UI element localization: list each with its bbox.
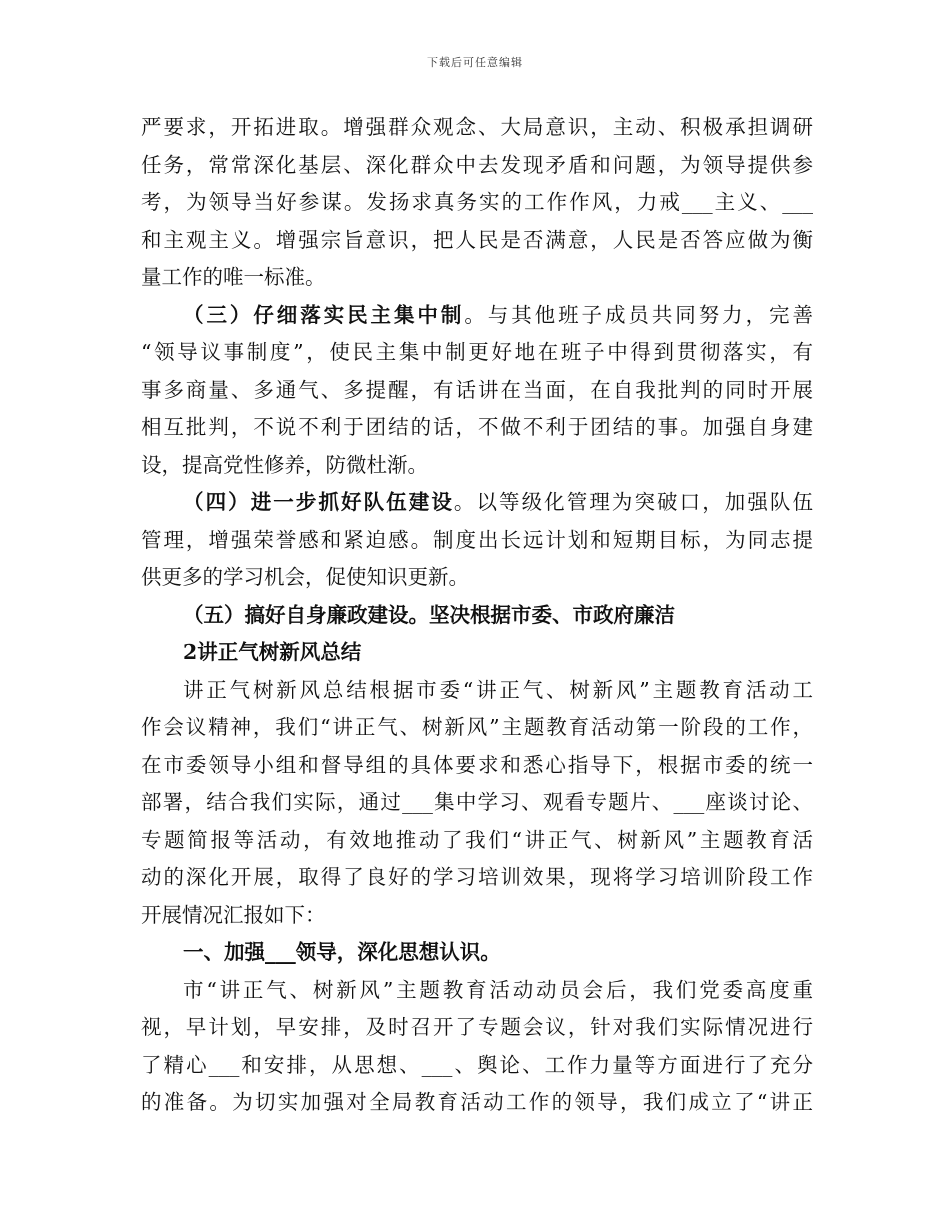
section-heading: （五）搞好自身廉政建设。坚决根据市委、市政府廉洁	[183, 602, 675, 627]
paragraph-line: 了精心___和安排，从思想、___、舆论、工作力量等方面进行了充分	[141, 1052, 813, 1077]
paragraph-line: 量工作的唯一标准。	[141, 265, 326, 289]
paragraph-line: 部署，结合我们实际，通过___集中学习、观看专题片、___座谈讨论、	[141, 790, 813, 814]
paragraph-line: 的准备。为切实加强对全局教育活动工作的领导，我们成立了“讲正	[141, 1090, 813, 1114]
paragraph-line: 在市委领导小组和督导组的具体要求和悉心指导下，根据市委的统一	[141, 752, 813, 777]
section-heading: （三）仔细落实民主集中制	[183, 302, 465, 327]
paragraph-line: 市“讲正气、树新风”主题教育活动动员会后，我们党委高度重	[183, 977, 813, 1002]
paragraph-line: 相互批判，不说不利于团结的话，不做不利于团结的事。加强自身建	[141, 415, 813, 439]
paragraph-line: 设，提高党性修养，防微杜渐。	[141, 452, 428, 477]
paragraph-line: 供更多的学习机会，促使知识更新。	[141, 565, 469, 589]
paragraph-line: “领导议事制度”，使民主集中制更好地在班子中得到贯彻落实，有	[141, 340, 813, 364]
paragraph-line: 动的深化开展，取得了良好的学习培训效果，现将学习培训阶段工作	[141, 865, 813, 889]
paragraph-line: 任务，常常深化基层、深化群众中去发现矛盾和问题，为领导提供参	[141, 152, 813, 177]
paragraph-line: 考，为领导当好参谋。发扬求真务实的工作作风，力戒___主义、___	[141, 190, 813, 214]
paragraph-line: 开展情况汇报如下：	[141, 902, 326, 927]
paragraph-line: 作会议精神，我们“讲正气、树新风”主题教育活动第一阶段的工作，	[141, 715, 813, 739]
header-note: 下载后可任意编辑	[427, 56, 523, 69]
paragraph-line: 事多商量、多通气、多提醒，有话讲在当面，在自我批判的同时开展	[141, 377, 813, 402]
paragraph-line: 管理，增强荣誉感和紧迫感。制度出长远计划和短期目标，为同志提	[141, 527, 813, 552]
body-text	[141, 109, 813, 1122]
document-title: 2讲正气树新风总结	[183, 640, 362, 664]
section-heading: 一、加强___领导，深化思想认识。	[183, 940, 501, 964]
section-heading-line: （四）进一步抓好队伍建设。以等级化管理为突破口，加强队伍	[183, 490, 814, 514]
section-heading: （四）进一步抓好队伍建设	[183, 490, 454, 514]
paragraph-line: 讲正气树新风总结根据市委“讲正气、树新风”主题教育活动工	[183, 677, 813, 702]
paragraph-line: 严要求，开拓进取。增强群众观念、大局意识，主动、积极承担调研	[141, 115, 813, 139]
paragraph-line: 和主观主义。增强宗旨意识，把人民是否满意，人民是否答应做为衡	[141, 227, 813, 252]
paragraph-line: 专题简报等活动，有效地推动了我们“讲正气、树新风”主题教育活	[141, 827, 813, 852]
section-heading-line: （三）仔细落实民主集中制。与其他班子成员共同努力，完善	[183, 302, 814, 327]
paragraph-line: 视，早计划，早安排，及时召开了专题会议，针对我们实际情况进行	[141, 1015, 813, 1039]
